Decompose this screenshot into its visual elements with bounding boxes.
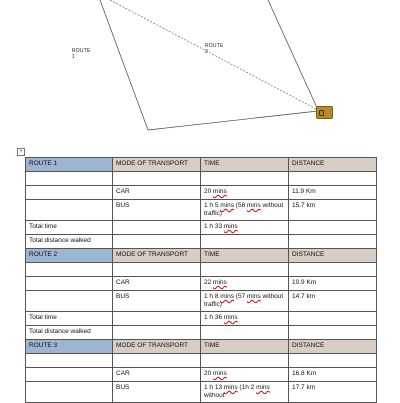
- header-cell-time[interactable]: TIME: [201, 158, 289, 172]
- header-cell-distance[interactable]: DISTANCE: [289, 249, 377, 263]
- route2-map-label: [205, 43, 224, 55]
- table-row: [26, 368, 377, 382]
- table-cell-mode[interactable]: [113, 263, 201, 277]
- table-cell-mode[interactable]: [113, 326, 201, 340]
- table-cell-distance[interactable]: 16.8 Km: [289, 368, 377, 382]
- route-line-right: [268, 0, 318, 110]
- table-cell-time[interactable]: 1 h 13 mins (1h 2 mins without: [201, 382, 289, 403]
- table-cell-time[interactable]: 22 mins: [201, 277, 289, 291]
- table-cell-route-label[interactable]: [26, 200, 113, 221]
- table-cell-mode[interactable]: CAR: [113, 368, 201, 382]
- table-cell-mode[interactable]: CAR: [113, 277, 201, 291]
- header-cell-mode[interactable]: MODE OF TRANSPORT: [113, 249, 201, 263]
- table-cell-time[interactable]: 20 mins: [201, 368, 289, 382]
- table-cell-time[interactable]: [201, 354, 289, 368]
- table-row: [26, 172, 377, 186]
- header-cell-route-label[interactable]: ROUTE 3: [26, 340, 113, 354]
- routes-table-body: [26, 158, 377, 403]
- table-cell-distance[interactable]: 14.7 km: [289, 291, 377, 312]
- table-cell-distance[interactable]: [289, 263, 377, 277]
- header-cell-mode[interactable]: MODE OF TRANSPORT: [113, 158, 201, 172]
- table-cell-distance[interactable]: [289, 326, 377, 340]
- table-cell-distance[interactable]: 11.9 Km: [289, 186, 377, 200]
- table-row: [26, 326, 377, 340]
- route-map: [0, 0, 400, 140]
- table-cell-route-label[interactable]: [26, 368, 113, 382]
- table-cell-mode[interactable]: BUS: [113, 382, 201, 403]
- route-lines: [0, 0, 400, 140]
- route-header-row: [26, 158, 377, 172]
- table-row: [26, 277, 377, 291]
- table-cell-mode[interactable]: [113, 221, 201, 235]
- table-cell-time[interactable]: 1 h 8 mins (57 mins without traffic): [201, 291, 289, 312]
- table-cell-route-label[interactable]: Total time: [26, 312, 113, 326]
- table-cell-distance[interactable]: [289, 172, 377, 186]
- table-row: [26, 291, 377, 312]
- table-cell-time[interactable]: 1 h 5 mins (58 mins without traffic): [201, 200, 289, 221]
- table-cell-mode[interactable]: CAR: [113, 186, 201, 200]
- table-cell-route-label[interactable]: [26, 382, 113, 403]
- table-row: [26, 221, 377, 235]
- table-cell-time[interactable]: [201, 263, 289, 277]
- table-cell-route-label[interactable]: [26, 277, 113, 291]
- table-cell-time[interactable]: [201, 172, 289, 186]
- table-row: [26, 235, 377, 249]
- table-cell-route-label[interactable]: Total distance walked: [26, 235, 113, 249]
- table-cell-mode[interactable]: [113, 235, 201, 249]
- table-row: [26, 312, 377, 326]
- header-cell-route-label[interactable]: ROUTE 2: [26, 249, 113, 263]
- header-cell-mode[interactable]: MODE OF TRANSPORT: [113, 340, 201, 354]
- table-cell-distance[interactable]: [289, 221, 377, 235]
- route1-label-line2: 1: [72, 54, 75, 60]
- table-row: [26, 263, 377, 277]
- route1-line-top: [100, 0, 148, 130]
- destination-marker-icon[interactable]: [316, 106, 333, 119]
- route-header-row: [26, 340, 377, 354]
- table-cell-route-label[interactable]: [26, 263, 113, 277]
- table-cell-mode[interactable]: [113, 172, 201, 186]
- header-cell-time[interactable]: TIME: [201, 340, 289, 354]
- header-cell-distance[interactable]: DISTANCE: [289, 340, 377, 354]
- route-header-row: [26, 249, 377, 263]
- table-cell-distance[interactable]: 10.9 Km: [289, 277, 377, 291]
- header-cell-route-label[interactable]: ROUTE 1: [26, 158, 113, 172]
- route2-label-line1: ROUTE: [205, 43, 224, 49]
- table-row: [26, 186, 377, 200]
- table-cell-time[interactable]: 1 h 33 mins: [201, 221, 289, 235]
- table-cell-mode[interactable]: BUS: [113, 200, 201, 221]
- table-cell-route-label[interactable]: Total distance walked: [26, 326, 113, 340]
- table-cell-route-label[interactable]: [26, 172, 113, 186]
- table-cell-mode[interactable]: BUS: [113, 291, 201, 312]
- table-cell-distance[interactable]: 17.7 km: [289, 382, 377, 403]
- table-cell-route-label[interactable]: [26, 186, 113, 200]
- route1-line-bottom: [148, 111, 318, 130]
- table-cell-time[interactable]: 1 h 36 mins: [201, 312, 289, 326]
- table-cell-distance[interactable]: [289, 312, 377, 326]
- route2-line-top: [110, 0, 318, 110]
- table-cell-route-label[interactable]: Total time: [26, 221, 113, 235]
- table-cell-mode[interactable]: [113, 312, 201, 326]
- route1-label-line1: ROUTE: [72, 48, 91, 54]
- table-cell-mode[interactable]: [113, 354, 201, 368]
- table-cell-distance[interactable]: [289, 354, 377, 368]
- table-row: [26, 200, 377, 221]
- table-cell-distance[interactable]: [289, 235, 377, 249]
- table-move-handle-icon[interactable]: +: [17, 148, 25, 156]
- table-cell-distance[interactable]: 15.7 km: [289, 200, 377, 221]
- routes-table: [25, 157, 377, 403]
- header-cell-time[interactable]: TIME: [201, 249, 289, 263]
- table-cell-route-label[interactable]: [26, 291, 113, 312]
- table-row: [26, 354, 377, 368]
- table-cell-time[interactable]: [201, 235, 289, 249]
- table-cell-route-label[interactable]: [26, 354, 113, 368]
- route2-label-line2: 2: [205, 49, 208, 55]
- route1-map-label: [72, 48, 91, 60]
- table-row: [26, 382, 377, 403]
- table-cell-time[interactable]: 20 mins: [201, 186, 289, 200]
- header-cell-distance[interactable]: DISTANCE: [289, 158, 377, 172]
- table-cell-time[interactable]: [201, 326, 289, 340]
